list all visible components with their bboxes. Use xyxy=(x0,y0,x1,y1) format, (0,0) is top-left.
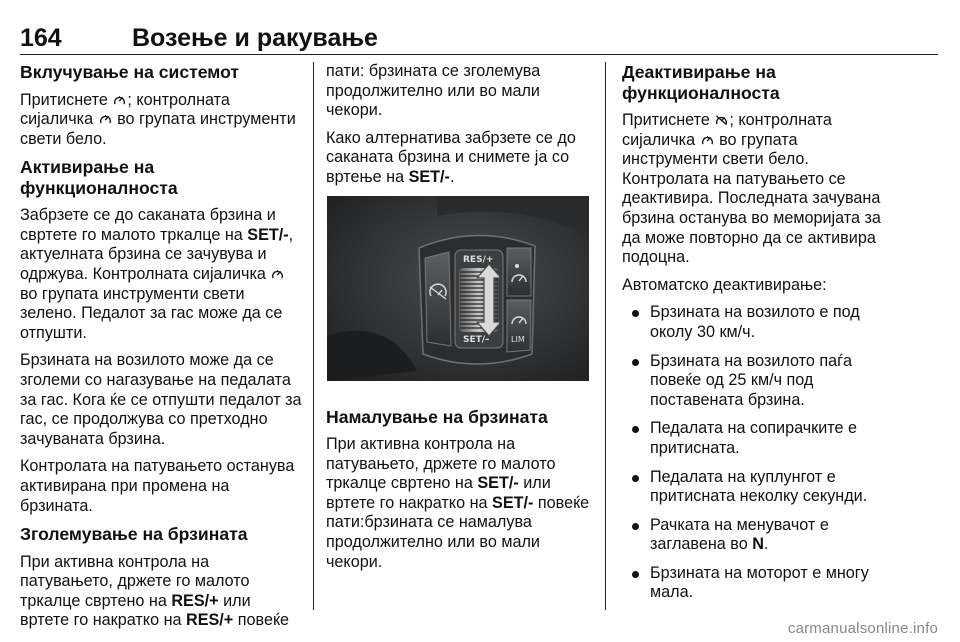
bullet-dot xyxy=(632,475,639,482)
speed-limiter-mode-button[interactable] xyxy=(507,248,531,296)
list-item: Педалата на куплунгот е притисната неколку секунди. xyxy=(622,468,887,507)
column-3 xyxy=(622,62,887,612)
speed-limiter-button[interactable] xyxy=(507,300,531,352)
set-label: SET/– xyxy=(463,334,490,345)
cruise-control-off-icon xyxy=(715,114,728,126)
paragraph: Како алтернатива забрзете се до саканата брзина и снимете ја со вртење на SET/-. xyxy=(326,128,576,186)
cruise-control-icon xyxy=(701,134,714,146)
paragraph: При активна контрола на патувањето, држете го малото тркалце свртено на RES/+ или вртете го накратко на RES/+ повеќе xyxy=(20,552,290,630)
section-heading-deactivate: Деактивирање на функционалноста xyxy=(622,62,780,103)
lim-label: LIM xyxy=(511,334,525,344)
cruise-control-icon xyxy=(113,94,126,106)
column-divider xyxy=(313,62,314,610)
paragraph: Притиснете ; контролната сијаличка во групата инструменти свети бело. Контролата на патувањето се деактивира. Последната зачувана брзина останува во меморијата за да може повторно да се активира подоцна. xyxy=(622,111,881,267)
res-label: RES/+ xyxy=(463,254,494,265)
list-item: Брзината на возилото е под околу 30 км/ч. xyxy=(622,303,887,342)
page-number: 164 xyxy=(20,24,62,52)
page-header xyxy=(20,24,938,55)
paragraph: пати: брзината се зголемува продолжително или во мали чекори. xyxy=(326,62,541,120)
steering-wheel-controls-figure xyxy=(327,196,589,381)
paragraph: Забрзете се до саканата брзина и свртете го малото тркалце на SET/-, актуелната брзина се зачувува и одржува. Контролната сијаличка во групата инструменти свети зелено. Педалот за гас може да се отпушти. xyxy=(20,206,294,342)
paragraph: При активна контрола на патувањето, држете го малото тркалце свртено на SET/- или вртете го накратко на SET/- повеќе пати:брзината се намалува продолжително или во мали чекори. xyxy=(326,435,590,571)
list-item: Педалата на сопирачките е притисната. xyxy=(622,419,887,458)
bullet-dot xyxy=(632,359,639,366)
column-divider xyxy=(605,62,606,610)
paragraph: Брзината на возилото може да се зголеми со нагазување на педалата за гас. Кога ќе се отпушти педалот за гас, се продолжува со претходно зачуваната брзина. xyxy=(20,351,302,448)
set-res-thumbwheel[interactable] xyxy=(455,250,503,348)
paragraph: Контролата на патувањето останува активирана при промена на брзината. xyxy=(20,457,295,515)
chapter-title: Возење и ракување xyxy=(132,24,378,52)
bullet-dot xyxy=(632,523,639,530)
column-1 xyxy=(20,62,304,639)
list-item: Рачката на менувачот е заглавена во N. xyxy=(622,516,887,555)
auto-deactivation-list xyxy=(622,303,887,603)
section-heading-activate: Активирање на функционалноста xyxy=(20,157,178,198)
bullet-dot xyxy=(632,426,639,433)
bullet-dot xyxy=(632,310,639,317)
section-heading-decrease: Намалување на брзината xyxy=(326,406,548,427)
section-heading-increase: Зголемување на брзината xyxy=(20,524,248,545)
column-2 xyxy=(326,62,590,580)
list-item: Брзината на моторот е многу мала. xyxy=(622,564,887,603)
list-item: Брзината на возилото паѓа повеќе од 25 км/ч под поставената брзина. xyxy=(622,352,887,411)
section-heading-enable: Вклучување на системот xyxy=(20,62,240,82)
cancel-button[interactable] xyxy=(425,252,451,346)
paragraph: Притиснете ; контролната сијаличка во групата инструменти свети бело. xyxy=(20,90,296,148)
paragraph: Автоматско деактивирање: xyxy=(622,275,827,294)
watermark: carmanualsonline.info xyxy=(787,620,938,637)
bullet-dot xyxy=(632,571,639,578)
cruise-control-icon xyxy=(271,268,284,280)
cruise-control-icon xyxy=(99,113,112,125)
